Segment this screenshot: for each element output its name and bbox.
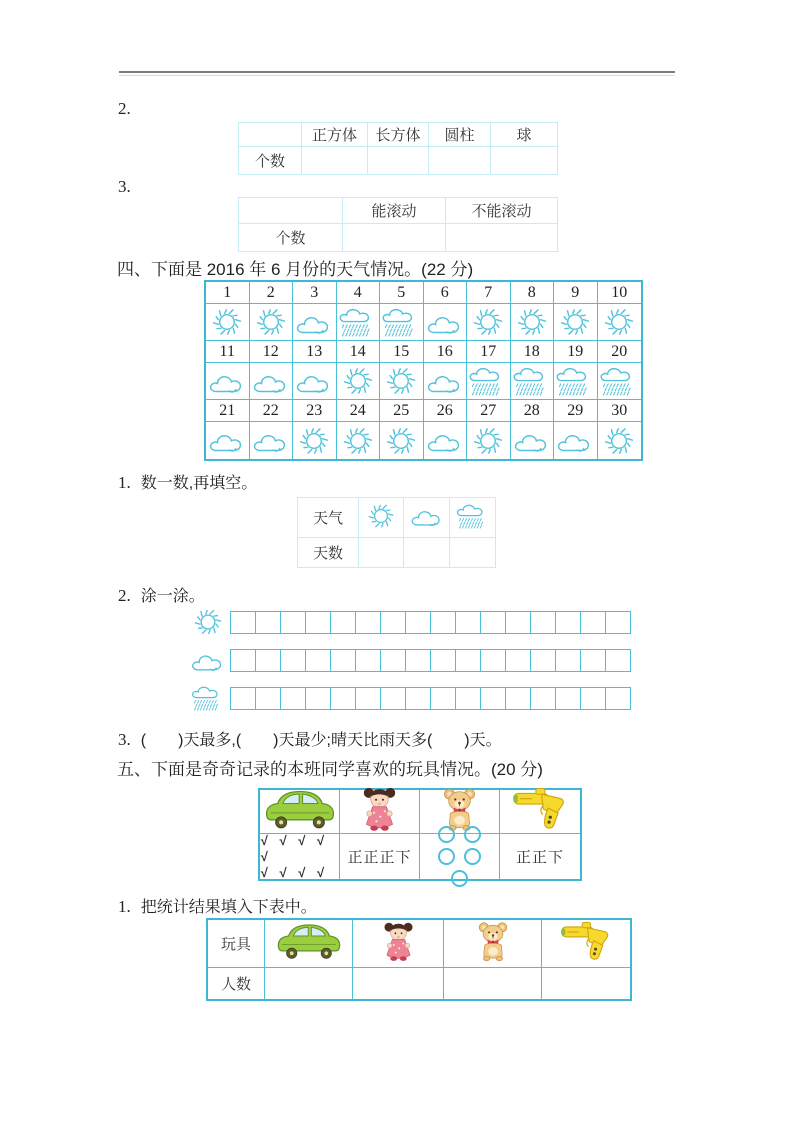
item3-number: 3. (118, 177, 131, 196)
tally-grid-cell (455, 687, 481, 710)
cloud-icon (424, 304, 468, 341)
row-header: 个数 (239, 147, 302, 175)
answer-cell (368, 147, 429, 175)
tally-grid-cell (580, 649, 606, 672)
tally-grid-cell (405, 687, 431, 710)
tally-circle (438, 848, 455, 865)
calendar-day-number: 26 (424, 400, 468, 422)
tally-grid-cell (405, 611, 431, 634)
sun-icon (206, 304, 250, 341)
calendar-day-number: 28 (511, 400, 555, 422)
sun-icon (337, 363, 381, 400)
tally-grid-cell (280, 611, 306, 634)
calendar-day-number: 15 (380, 341, 424, 363)
toy-result-table (206, 918, 632, 1001)
rain-icon (511, 363, 555, 400)
tally-grid-cell (305, 649, 331, 672)
tally-grid-cell (530, 649, 556, 672)
row-header: 天气 (298, 498, 359, 538)
tally-grid-cell (555, 611, 581, 634)
shapes-count-table (238, 122, 558, 175)
calendar-day-number: 8 (511, 282, 555, 304)
toy-doll-image (353, 920, 444, 968)
column-header: 不能滚动 (446, 198, 558, 224)
tally-grid-cell (230, 649, 256, 672)
sun-icon (359, 498, 404, 538)
answer-cell (429, 147, 491, 175)
calendar-day-number: 25 (380, 400, 424, 422)
tally-grid-cell (580, 611, 606, 634)
column-header: 长方体 (368, 123, 429, 147)
tally-circle (451, 870, 468, 887)
tally-grid-cell (605, 649, 631, 672)
tally-row-sunny (186, 605, 631, 639)
answer-cell (265, 968, 353, 999)
sun-icon (554, 304, 598, 341)
tally-grid-cell (255, 649, 281, 672)
cloud-icon (250, 422, 294, 459)
calendar-day-number: 2 (250, 282, 294, 304)
answer-cell (353, 968, 444, 999)
rain-icon (186, 683, 230, 713)
cloud-icon (424, 363, 468, 400)
sub-item-number: 1. (118, 897, 131, 916)
answer-cell (450, 538, 496, 568)
tally-circle (464, 826, 481, 843)
answer-cell (404, 538, 450, 568)
column-header: 能滚动 (343, 198, 446, 224)
empty-cell (239, 198, 343, 224)
rain-icon (598, 363, 642, 400)
cloud-icon (206, 422, 250, 459)
sun-icon (337, 422, 381, 459)
calendar-day-number: 9 (554, 282, 598, 304)
rain-icon (337, 304, 381, 341)
tally-zheng-cell: 正正正下 (340, 834, 420, 879)
tally-grid-cell (330, 687, 356, 710)
answer-cell (343, 224, 446, 252)
calendar-day-number: 27 (467, 400, 511, 422)
top-divider-line (119, 71, 675, 73)
cloud-icon (424, 422, 468, 459)
tally-grid-cell (580, 687, 606, 710)
top-divider-shadow (119, 75, 675, 76)
calendar-day-number: 30 (598, 400, 642, 422)
tally-grid-cell (505, 649, 531, 672)
tally-grid-cell (280, 687, 306, 710)
section5-sub1-line (118, 894, 317, 917)
cloud-icon (186, 647, 230, 674)
tally-grid-cell (230, 611, 256, 634)
calendar-day-number: 21 (206, 400, 250, 422)
calendar-day-number: 5 (380, 282, 424, 304)
tally-cell-strip (230, 649, 631, 672)
tally-grid-cell (280, 649, 306, 672)
calendar-day-number: 13 (293, 341, 337, 363)
tally-circle (438, 826, 455, 843)
sub-item-text: 数一数,再填空。 (140, 475, 258, 492)
calendar-day-number: 6 (424, 282, 468, 304)
tally-grid-cell (430, 649, 456, 672)
tally-grid-cell (505, 611, 531, 634)
sun-icon (186, 606, 230, 638)
rain-icon (467, 363, 511, 400)
tally-grid-cell (405, 649, 431, 672)
section4-sub2-line (118, 583, 205, 606)
weather-days-table (297, 497, 496, 568)
column-header: 正方体 (302, 123, 368, 147)
answer-cell (302, 147, 368, 175)
tally-grid-cell (330, 611, 356, 634)
sun-icon (598, 422, 642, 459)
answer-cell (444, 968, 542, 999)
section4-heading: 四、下面是 2016 年 6 月份的天气情况。(22 分) (117, 260, 474, 279)
column-header: 球 (491, 123, 558, 147)
calendar-day-number: 17 (467, 341, 511, 363)
tally-grid-cell (555, 649, 581, 672)
checkmark-line: √ √ √ √ (260, 864, 328, 880)
cloud-icon (293, 363, 337, 400)
sub-item-number: 2. (118, 586, 131, 605)
calendar-day-number: 7 (467, 282, 511, 304)
toy-car-image (265, 920, 353, 968)
cloud-icon (206, 363, 250, 400)
tally-grid-cell (355, 611, 381, 634)
tally-grid-cell (255, 687, 281, 710)
tally-grid-cell (455, 611, 481, 634)
row-header: 玩具 (208, 920, 265, 968)
calendar-day-number: 12 (250, 341, 294, 363)
row-header: 天数 (298, 538, 359, 568)
sun-icon (380, 363, 424, 400)
tally-grid-cell (380, 611, 406, 634)
sun-icon (598, 304, 642, 341)
tally-grid-cell (355, 687, 381, 710)
calendar-day-number: 11 (206, 341, 250, 363)
tally-grid-cell (380, 649, 406, 672)
tally-circles (427, 826, 493, 887)
tally-grid-cell (305, 611, 331, 634)
cloud-icon (554, 422, 598, 459)
sub-item-text: ( )天最多,( )天最少;晴天比雨天多( )天。 (140, 732, 502, 749)
section4-sub3-line (118, 727, 502, 750)
tally-grid-cell (455, 649, 481, 672)
sun-icon (250, 304, 294, 341)
cloud-icon (293, 304, 337, 341)
sub-item-text: 涂一涂。 (140, 588, 205, 605)
sun-icon (293, 422, 337, 459)
calendar-day-number: 22 (250, 400, 294, 422)
tally-grid-cell (430, 687, 456, 710)
tally-grid-cell (480, 687, 506, 710)
calendar-day-number: 4 (337, 282, 381, 304)
section4-sub1-line (118, 470, 257, 493)
cloud-icon (250, 363, 294, 400)
tally-grid-cell (355, 649, 381, 672)
sun-icon (511, 304, 555, 341)
row-header: 个数 (239, 224, 343, 252)
tally-grid-cell (230, 687, 256, 710)
tally-cell-strip (230, 687, 631, 710)
section5-heading: 五、下面是奇奇记录的本班同学喜欢的玩具情况。(20 分) (117, 760, 543, 779)
toy-car-image (260, 790, 340, 834)
calendar-day-number: 29 (554, 400, 598, 422)
rolling-count-table (238, 197, 558, 252)
calendar-day-number: 24 (337, 400, 381, 422)
rain-icon (554, 363, 598, 400)
sub-item-number: 1. (118, 473, 131, 492)
calendar-day-number: 23 (293, 400, 337, 422)
cloud-icon (404, 498, 450, 538)
calendar-day-number: 14 (337, 341, 381, 363)
calendar-day-number: 18 (511, 341, 555, 363)
tally-grid-cell (480, 649, 506, 672)
tally-grid-cell (505, 687, 531, 710)
calendar-day-number: 3 (293, 282, 337, 304)
toy-doll-image (340, 790, 420, 834)
calendar-day-number: 19 (554, 341, 598, 363)
sun-icon (380, 422, 424, 459)
empty-cell (239, 123, 302, 147)
answer-cell (491, 147, 558, 175)
toy-gun-image (500, 790, 580, 834)
tally-cell-strip (230, 611, 631, 634)
tally-grid-cell (605, 611, 631, 634)
tally-grid-cell (255, 611, 281, 634)
calendar-day-number: 10 (598, 282, 642, 304)
tally-checkmarks-cell (260, 834, 340, 879)
sub-item-number: 3. (118, 730, 131, 749)
toy-gun-image (542, 920, 630, 968)
tally-grid-cell (555, 687, 581, 710)
row-header: 人数 (208, 968, 265, 999)
calendar-day-number: 1 (206, 282, 250, 304)
tally-row-rainy (186, 681, 631, 715)
answer-cell (446, 224, 558, 252)
tally-circle (464, 848, 481, 865)
tally-grid-cell (480, 611, 506, 634)
tally-grid-cell (530, 687, 556, 710)
weather-calendar (204, 280, 643, 461)
tally-circles-cell (420, 834, 500, 879)
tally-row-cloudy (186, 643, 631, 677)
checkmark-line: √ √ √ √ √ (260, 832, 328, 864)
tally-zheng-cell: 正正下 (515, 849, 564, 866)
sun-icon (467, 304, 511, 341)
rain-icon (450, 498, 496, 538)
sun-icon (467, 422, 511, 459)
sub-item-text: 把统计结果填入下表中。 (140, 899, 317, 916)
column-header: 圆柱 (429, 123, 491, 147)
tally-grid-cell (330, 649, 356, 672)
toy-record-table (258, 788, 582, 881)
tally-grid-cell (380, 687, 406, 710)
toy-bear-image (444, 920, 542, 968)
tally-grid-cell (530, 611, 556, 634)
answer-cell (359, 538, 404, 568)
rain-icon (380, 304, 424, 341)
item2-number: 2. (118, 99, 131, 118)
tally-grid-cell (605, 687, 631, 710)
tally-grid-cell (430, 611, 456, 634)
answer-cell (542, 968, 630, 999)
cloud-icon (511, 422, 555, 459)
calendar-day-number: 20 (598, 341, 642, 363)
tally-grid-cell (305, 687, 331, 710)
calendar-day-number: 16 (424, 341, 468, 363)
